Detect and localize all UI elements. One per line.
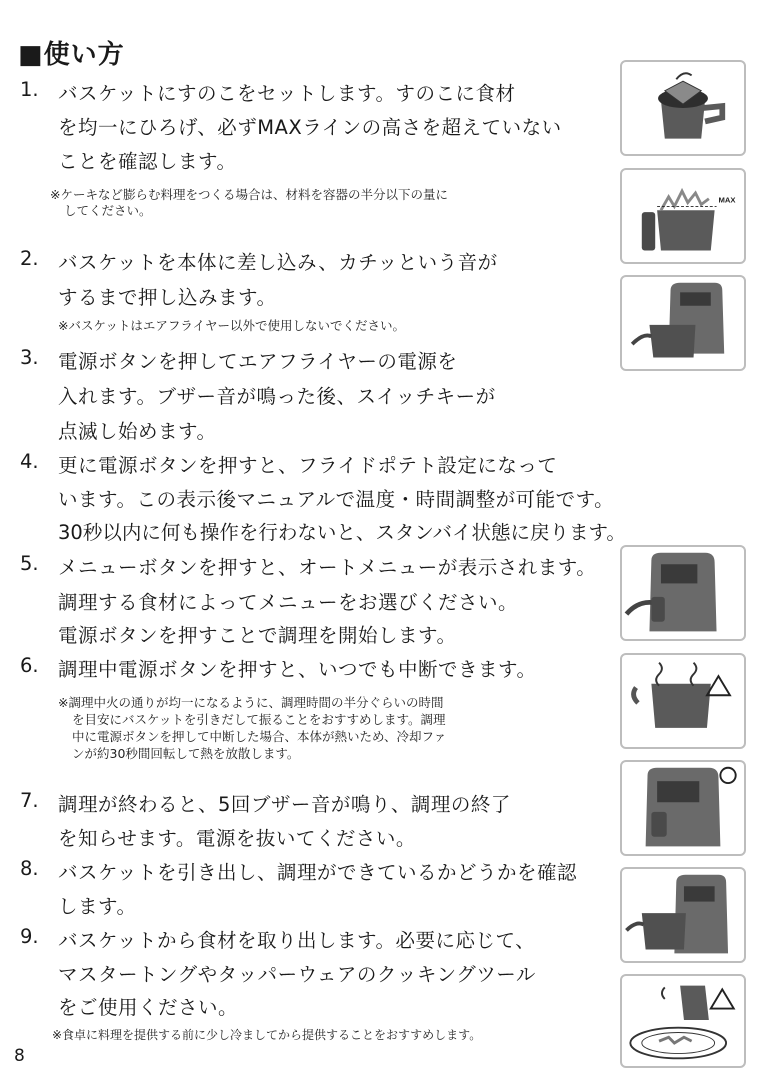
step-7-line-1: 調理が終わると、5回ブザー音が鳴り、調理の終了 bbox=[58, 793, 511, 816]
step-1-note-2: してください。 bbox=[64, 203, 152, 218]
step-2-note-1: ※バスケットはエアフライヤー以外で使用しないでください。 bbox=[58, 318, 405, 333]
step-8-line-1: バスケットを引き出し、調理ができているかどうかを確認 bbox=[58, 861, 578, 884]
step-1-line-2: を均一にひろげ、必ずMAXラインの高さを超えていない bbox=[58, 116, 562, 139]
step-8-line-2: します。 bbox=[58, 895, 137, 918]
step-5-line-1: メニューボタンを押すと、オートメニューが表示されます。 bbox=[58, 556, 597, 579]
step-1-line-1: バスケットにすのこをセットします。すのこに食材 bbox=[58, 82, 516, 105]
buzzer-icon bbox=[620, 760, 746, 856]
step-5-line-3: 電源ボタンを押すことで調理を開始します。 bbox=[58, 624, 457, 647]
step-3-number: 3. bbox=[20, 346, 39, 369]
step-6-note-4: ンが約30秒間回転して熱を放散します。 bbox=[72, 746, 300, 761]
step-1-note-1: ※ケーキなど膨らむ料理をつくる場合は、材料を容器の半分以下の量に bbox=[50, 187, 448, 202]
insert-basket-icon bbox=[620, 275, 746, 371]
step-9-line-1: バスケットから食材を取り出します。必要に応じて、 bbox=[58, 929, 536, 952]
footer-note: ※食卓に料理を提供する前に少し冷ましてから提供することをおすすめします。 bbox=[52, 1028, 482, 1042]
step-7-number: 7. bbox=[20, 789, 39, 812]
step-4-line-1: 更に電源ボタンを押すと、フライドポテト設定になって bbox=[58, 454, 558, 477]
step-5-number: 5. bbox=[20, 552, 39, 575]
step-2-line-2: するまで押し込みます。 bbox=[58, 286, 277, 309]
step-6-line-1: 調理中電源ボタンを押すと、いつでも中断できます。 bbox=[58, 658, 537, 681]
shake-basket-icon bbox=[620, 653, 746, 749]
step-8-number: 8. bbox=[20, 857, 39, 880]
step-6-number: 6. bbox=[20, 654, 39, 677]
basket-rack-icon bbox=[620, 60, 746, 156]
step-3-line-2: 入れます。ブザー音が鳴った後、スイッチキーが bbox=[58, 385, 496, 408]
step-1-line-3: ことを確認します。 bbox=[58, 150, 237, 173]
step-9-line-2: マスタートングやタッパーウェアのクッキングツール bbox=[58, 963, 536, 986]
press-power-button-icon bbox=[620, 545, 746, 641]
page-number: 8 bbox=[14, 1046, 25, 1066]
step-6-note-1: ※調理中火の通りが均一になるように、調理時間の半分ぐらいの時間 bbox=[58, 695, 444, 710]
step-3-line-3: 点滅し始めます。 bbox=[58, 420, 217, 443]
step-9-line-3: をご使用ください。 bbox=[58, 996, 239, 1019]
step-4-line-3: 30秒以内に何も操作を行わないと、スタンバイ状態に戻ります。 bbox=[58, 521, 626, 544]
step-4-line-2: います。この表示後マニュアルで温度・時間調整が可能です。 bbox=[58, 488, 615, 511]
step-6-note-3: 中に電源ボタンを押して中断した場合、本体が熱いため、冷却ファ bbox=[72, 729, 447, 744]
step-5-line-2: 調理する食材によってメニューをお選びください。 bbox=[58, 591, 519, 614]
page-title: ■使い方 bbox=[18, 40, 125, 70]
step-6-note-2: を目安にバスケットを引きだして振ることをおすすめします。調理 bbox=[72, 712, 446, 727]
step-9-number: 9. bbox=[20, 925, 39, 948]
step-4-number: 4. bbox=[20, 450, 39, 473]
step-3-line-1: 電源ボタンを押してエアフライヤーの電源を bbox=[58, 350, 458, 373]
max-label: MAX bbox=[718, 195, 736, 205]
basket-food-max-icon bbox=[620, 168, 746, 264]
pull-basket-icon bbox=[620, 867, 746, 963]
serve-food-icon bbox=[620, 974, 746, 1068]
step-2-number: 2. bbox=[20, 247, 39, 270]
step-7-line-2: を知らせます。電源を抜いてください。 bbox=[58, 827, 416, 850]
step-2-line-1: バスケットを本体に差し込み、カチッという音が bbox=[58, 251, 498, 274]
step-1-number: 1. bbox=[20, 78, 39, 101]
